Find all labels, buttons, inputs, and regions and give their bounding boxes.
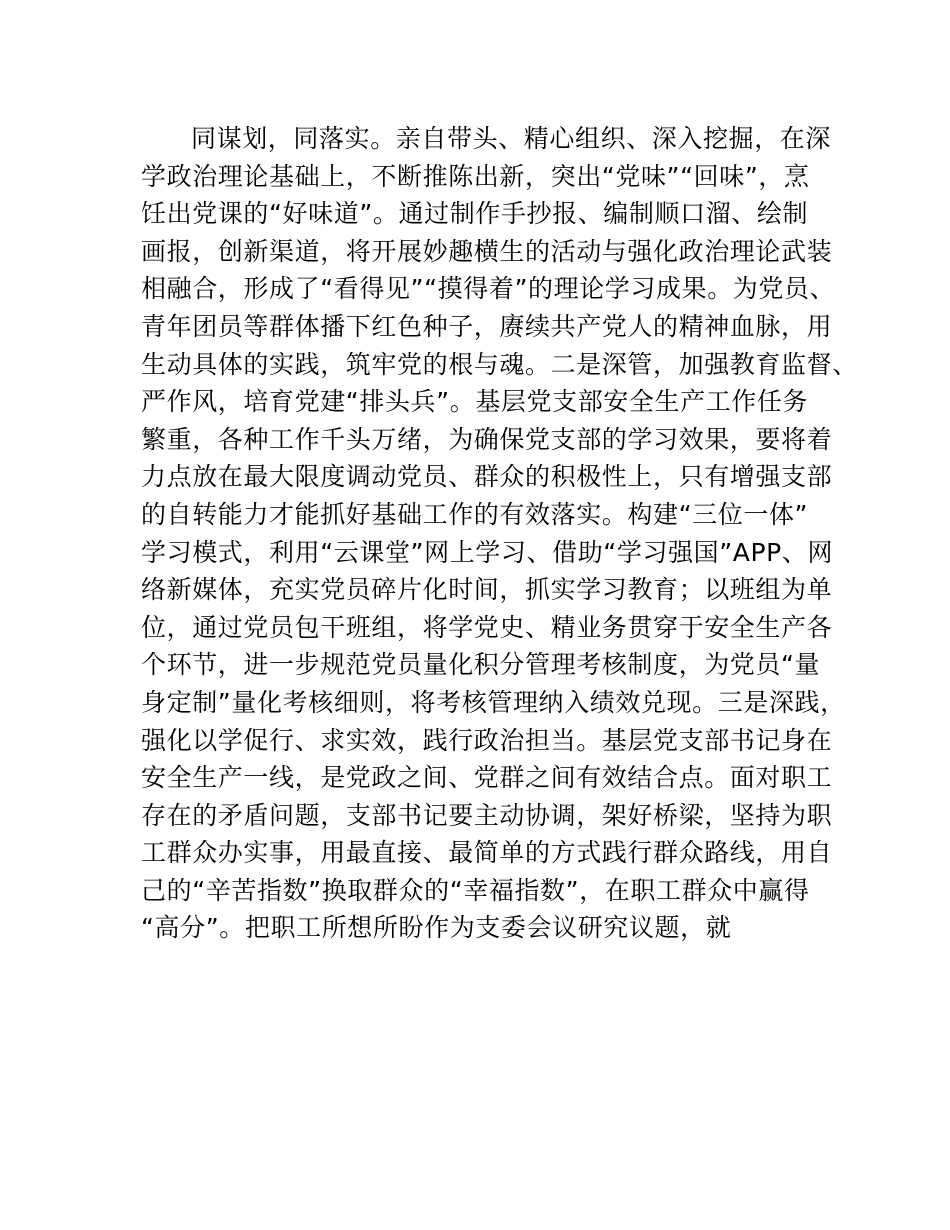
- text-line-15: 个环节，进一步规范党员量化积分管理考核制度，为党员“量: [141, 650, 821, 680]
- text-line-18: 安全生产一线，是党政之间、党群之间有效结合点。面对职工: [141, 763, 833, 793]
- text-line-19: 存在的矛盾问题，支部书记要主动协调，架好桥梁，坚持为职: [141, 800, 833, 830]
- text-line-16: 身定制”量化考核细则，将考核管理纳入绩效兑现。三是深践，: [141, 687, 846, 717]
- text-line-4: 画报，创新渠道，将开展妙趣横生的活动与强化政治理论武装: [141, 236, 833, 266]
- text-line-13: 络新媒体，充实党员碎片化时间，抓实学习教育；以班组为单: [141, 575, 833, 605]
- text-line-17: 强化以学促行、求实效，践行政治担当。基层党支部书记身在: [141, 725, 833, 755]
- text-line-9: 繁重，各种工作千头万绪，为确保党支部的学习效果，要将着: [141, 424, 833, 454]
- text-line-21: 己的“辛苦指数”换取群众的“幸福指数”，在职工群众中赢得: [141, 875, 810, 905]
- text-line-14: 位，通过党员包干班组，将学党史、精业务贯穿于安全生产各: [141, 612, 833, 642]
- text-line-8: 严作风，培育党建“排头兵”。基层党支部安全生产工作任务: [141, 387, 809, 417]
- body-paragraph: [141, 120, 858, 947]
- text-line-11: 的自转能力才能抓好基础工作的有效落实。构建“三位一体”: [141, 499, 809, 529]
- text-line-12: 学习模式，利用“云课堂”网上学习、借助“学习强国”APP、网: [141, 537, 834, 567]
- text-line-2: 学政治理论基础上，不断推陈出新，突出“党味”“回味”，烹: [141, 161, 810, 191]
- text-line-22: “高分”。把职工所想所盼作为支委会议研究议题，就: [141, 913, 732, 943]
- text-line-5: 相融合，形成了“看得见”“摸得着”的理论学习成果。为党员、: [141, 274, 836, 304]
- text-line-3: 饪出党课的“好味道”。通过制作手抄报、编制顺口溜、绘制: [141, 199, 809, 229]
- text-line-10: 力点放在最大限度调动党员、群众的积极性上，只有增强支部: [141, 462, 833, 492]
- text-line-1: 同谋划，同落实。亲自带头、精心组织、深入挖掘，在深: [191, 124, 832, 153]
- text-line-6: 青年团员等群体播下红色种子，赓续共产党人的精神血脉，用: [141, 311, 833, 341]
- text-line-7: 生动具体的实践，筑牢党的根与魂。二是深管，加强教育监督、: [141, 349, 858, 379]
- text-line-20: 工群众办实事，用最直接、最简单的方式践行群众路线，用自: [141, 838, 833, 868]
